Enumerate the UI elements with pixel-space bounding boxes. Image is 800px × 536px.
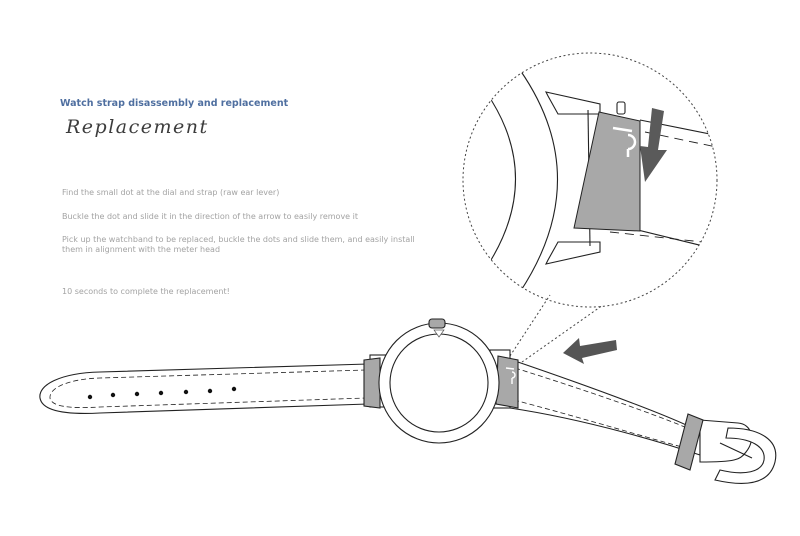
callout-line-left [510, 295, 550, 356]
right-strap [510, 360, 700, 455]
step-4-text: 10 seconds to complete the replacement! [62, 287, 230, 296]
step-3-text: Pick up the watchband to be replaced, buckle the dots and slide them, and easily install them in alignment with the meter head [62, 235, 415, 254]
watch-crown [429, 319, 445, 328]
handwritten-subtitle: Replacement [66, 116, 209, 138]
left-strap [40, 364, 368, 413]
step-2-text: Buckle the dot and slide it in the direction of the arrow to easily remove it [62, 212, 359, 221]
spring-bar-pin [617, 102, 625, 114]
page-title: Watch strap disassembly and replacement [60, 98, 289, 109]
step-1-text: Find the small dot at the dial and strap (raw ear lever) [62, 188, 280, 197]
watch-dial [390, 334, 488, 432]
strap-tip [700, 420, 752, 462]
left-release-plate [364, 358, 380, 408]
direction-arrow-icon [563, 338, 617, 364]
zoom-callout [463, 53, 740, 362]
watch-illustration [40, 319, 776, 483]
